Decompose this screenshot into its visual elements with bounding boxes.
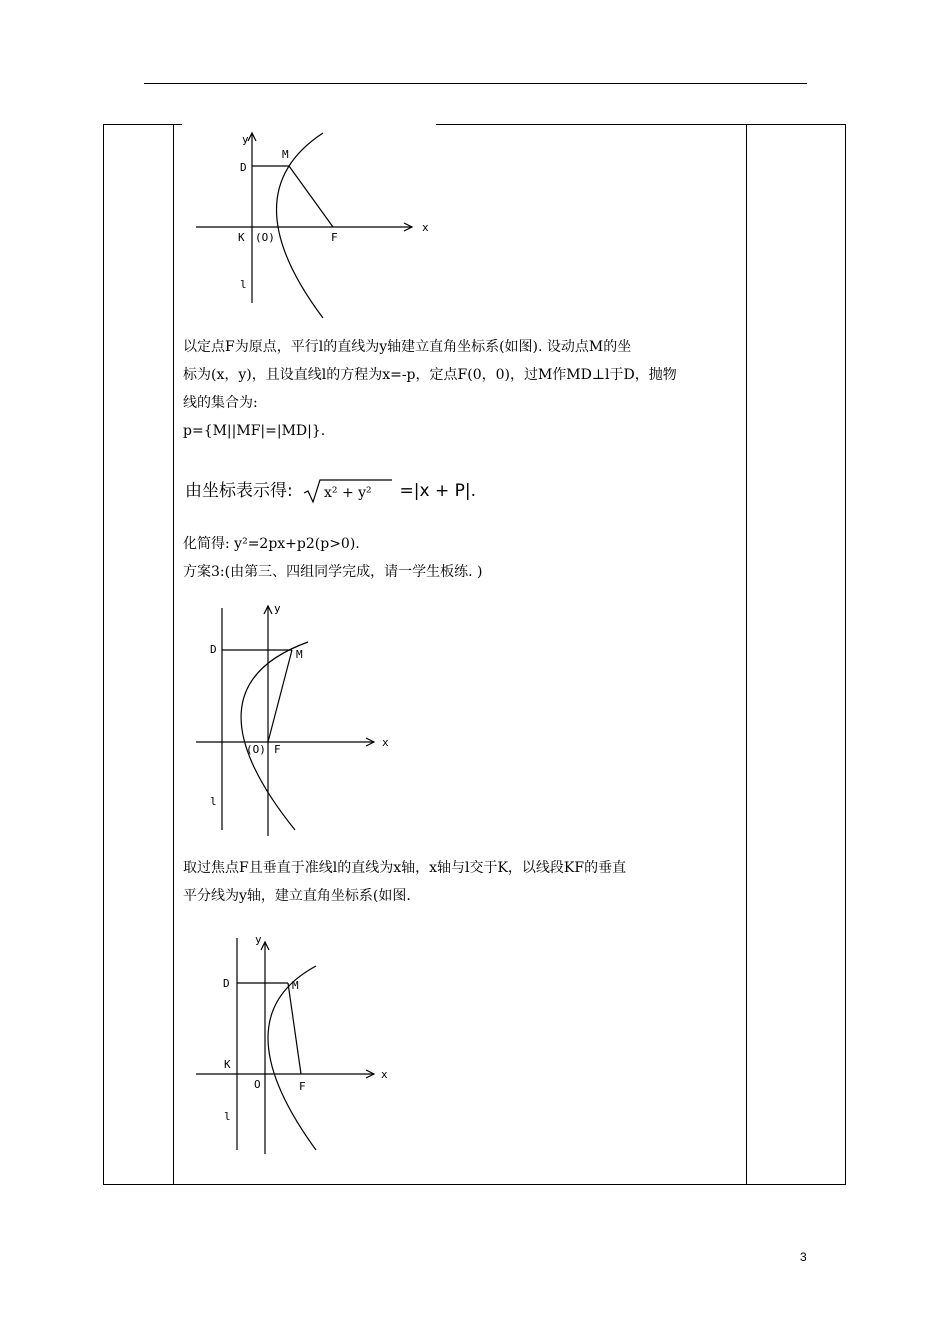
page-number: 3: [800, 1250, 807, 1264]
segment-mf: [268, 650, 292, 742]
label-f: F: [331, 231, 338, 244]
label-x: x: [382, 736, 389, 749]
table-border-gap: [182, 121, 436, 127]
label-y: y: [242, 133, 249, 146]
paragraph-focus-setup: [183, 854, 743, 910]
text-line: 以定点F为原点，平行l的直线为y轴建立直角坐标系(如图). 设动点M的坐: [183, 339, 632, 355]
text-line: 取过焦点F且垂直于准线l的直线为x轴，x轴与l交于K，以线段KF的垂直: [183, 860, 627, 876]
text-line: 标为(x，y)，且设直线l的方程为x=-p，定点F(0，0)，过M作MD⊥l于D，抛物: [183, 367, 677, 383]
parabola-figure-3: [190, 928, 400, 1158]
segment-mf: [289, 166, 333, 227]
label-m: M: [282, 148, 289, 161]
label-f: F: [299, 1080, 306, 1093]
distance-formula: [185, 476, 476, 505]
label-d: D: [240, 161, 247, 174]
label-l: l: [210, 795, 217, 808]
formula-suffix: =|x + P|.: [399, 481, 477, 501]
label-o: (O): [255, 231, 275, 244]
label-o: (O): [246, 743, 266, 756]
label-x: x: [381, 1068, 388, 1081]
label-y: y: [255, 933, 262, 946]
table-column-divider-right: [746, 124, 747, 1185]
parabola-curve: [268, 966, 316, 1150]
text-line: 方案3:(由第三、四组同学完成，请一学生板练. ): [183, 564, 483, 580]
parabola-curve: [241, 642, 308, 830]
sqrt-radicand: x² + y²: [324, 485, 372, 501]
label-m: M: [292, 979, 299, 992]
text-line: 线的集合为:: [183, 395, 258, 411]
text-line: 平分线为y轴，建立直角坐标系(如图.: [183, 888, 411, 904]
segment-mf: [288, 983, 301, 1074]
label-l: l: [224, 1110, 231, 1123]
table-column-divider-left: [173, 124, 174, 1185]
formula-prefix: 由坐标表示得:: [185, 481, 293, 501]
text-line: 化简得: y²=2px+p2(p>0).: [183, 536, 360, 552]
label-f: F: [274, 743, 281, 756]
label-k: K: [238, 231, 245, 244]
paragraph-simplify: [183, 530, 743, 586]
sqrt-radical: [302, 477, 394, 505]
label-k: K: [224, 1058, 231, 1071]
text-line: p={M||MF|=|MD|}.: [183, 423, 326, 439]
label-y: y: [274, 602, 281, 615]
parabola-figure-2: [190, 598, 400, 838]
label-d: D: [223, 977, 230, 990]
label-x: x: [422, 221, 429, 234]
paragraph-coordinate-setup: [183, 333, 743, 445]
label-o: O: [254, 1078, 261, 1091]
label-d: D: [210, 643, 217, 656]
label-m: M: [296, 648, 303, 661]
label-l: l: [240, 278, 247, 291]
parabola-figure-1: [190, 128, 440, 323]
header-rule: [144, 83, 807, 84]
